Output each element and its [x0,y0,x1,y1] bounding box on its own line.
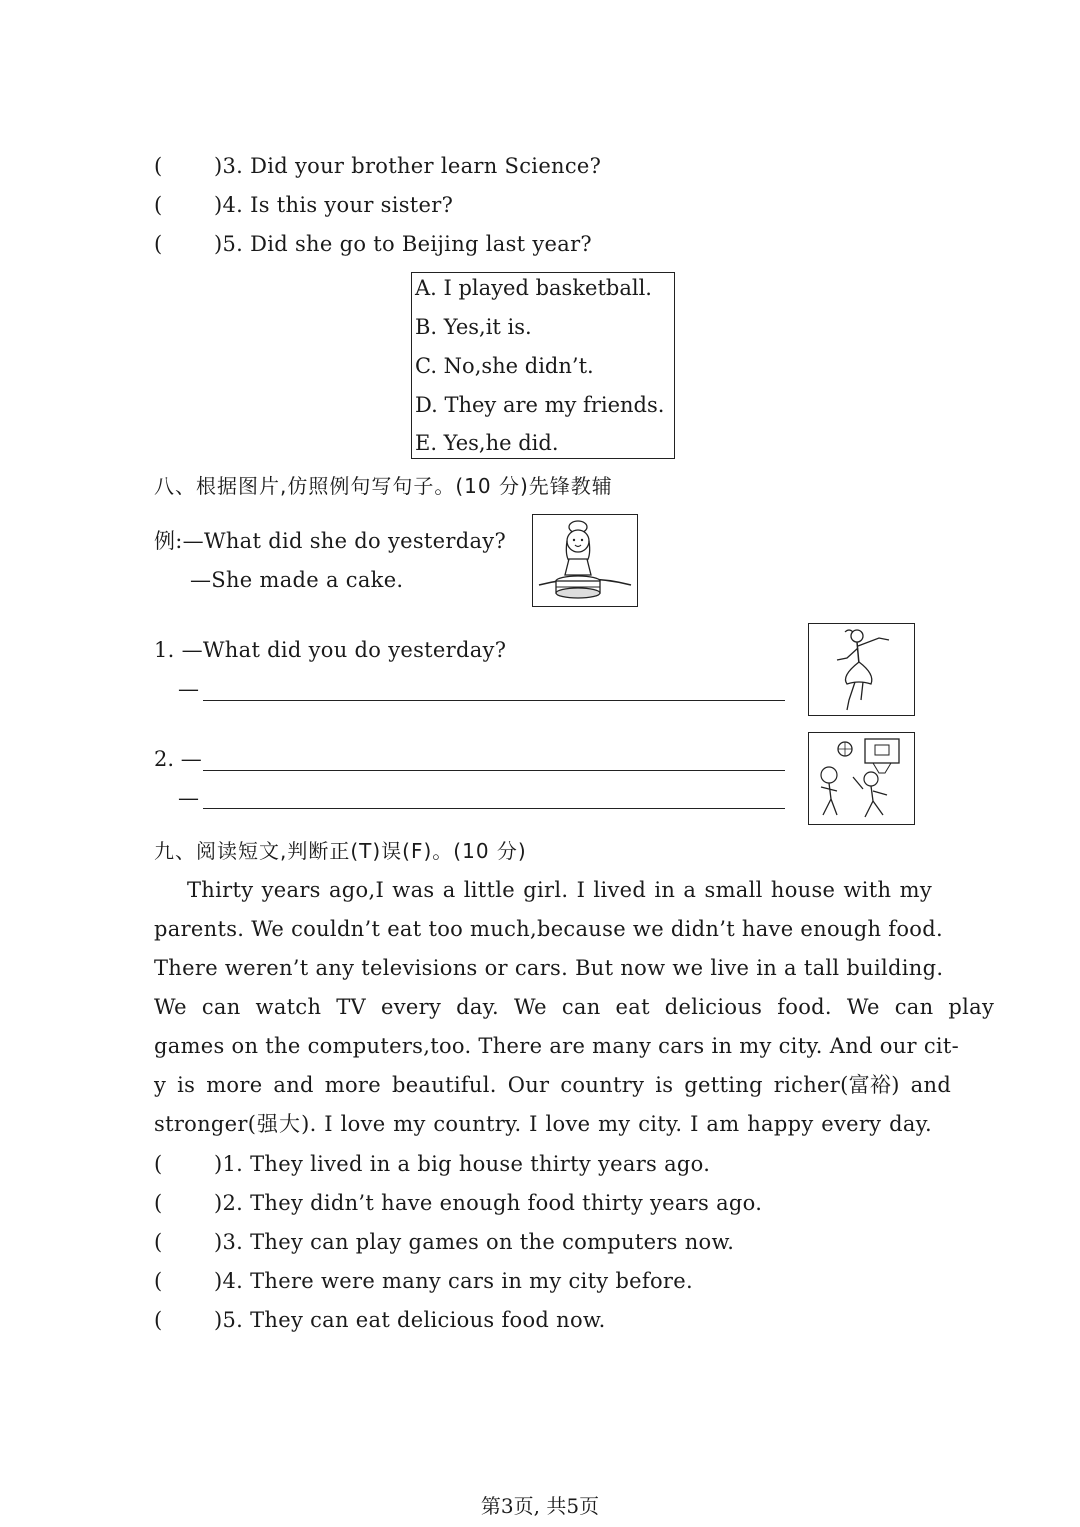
question-4: )4. Is this your sister? [214,193,454,217]
girl-cake-picture [532,514,638,607]
answer-line-2[interactable] [203,808,785,809]
basketball-players-icon [809,733,914,824]
dancing-girl-picture [808,623,915,716]
answer-paren: ( [154,1269,163,1293]
tf-question-3: )3. They can play games on the computers now. [214,1230,735,1254]
answer-options-box [411,272,675,459]
answer-paren: ( [154,1191,163,1215]
passage-line: Thirty years ago,I was a little girl. I lived in a small house with my [154,878,932,902]
passage-line: We can watch TV every day. We can eat delicious food. We can play [154,995,995,1019]
answer-paren: ( [154,1230,163,1254]
question-8-1: 1. —What did you do yesterday? [154,638,507,662]
answer-line-1[interactable] [203,700,785,701]
passage-line: stronger(强大). I love my country. I love my city. I am happy every day. [154,1112,932,1136]
passage-line: y is more and more beautiful. Our country is getting richer(富裕) and [154,1073,952,1097]
answer-paren: ( [154,193,163,217]
tf-question-1: )1. They lived in a big house thirty years ago. [214,1152,711,1176]
page-footer: 第3页, 共5页 [480,1494,600,1518]
question-8-2-label: 2. — [154,747,202,771]
passage-line: games on the computers,too. There are many cars in my city. And our cit- [154,1034,960,1058]
tf-question-4: )4. There were many cars in my city before. [214,1269,693,1293]
tf-question-5: )5. They can eat delicious food now. [214,1308,606,1332]
question-5: )5. Did she go to Beijing last year? [214,232,592,256]
girl-cake-icon [533,515,637,606]
answer-dash: — [178,677,199,701]
reading-passage [154,871,995,1144]
question-3: )3. Did your brother learn Science? [214,154,602,178]
option-e: E. Yes,he did. [415,431,559,455]
passage-line: There weren’t any televisions or cars. But now we live in a tall building. [154,956,944,980]
basketball-picture [808,732,915,825]
option-c: C. No,she didn’t. [415,354,594,378]
answer-paren: ( [154,1308,163,1332]
passage-line: parents. We couldn’t eat too much,because we didn’t have enough food. [154,917,943,941]
option-a: A. I played basketball. [415,276,652,300]
section-9-heading: 九、阅读短文,判断正(T)误(F)。(10 分) [154,839,527,863]
answer-paren: ( [154,154,163,178]
option-d: D. They are my friends. [415,393,665,417]
section-8-heading: 八、根据图片,仿照例句写句子。(10 分)先锋教辅 [154,474,613,498]
answer-dash: — [178,786,199,810]
option-b: B. Yes,it is. [415,315,532,339]
example-answer: —She made a cake. [190,568,404,592]
answer-paren: ( [154,1152,163,1176]
answer-paren: ( [154,232,163,256]
question-line-2[interactable] [203,770,785,771]
tf-question-2: )2. They didn’t have enough food thirty years ago. [214,1191,763,1215]
example-question: 例:—What did she do yesterday? [154,529,507,553]
dancer-icon [809,624,914,715]
